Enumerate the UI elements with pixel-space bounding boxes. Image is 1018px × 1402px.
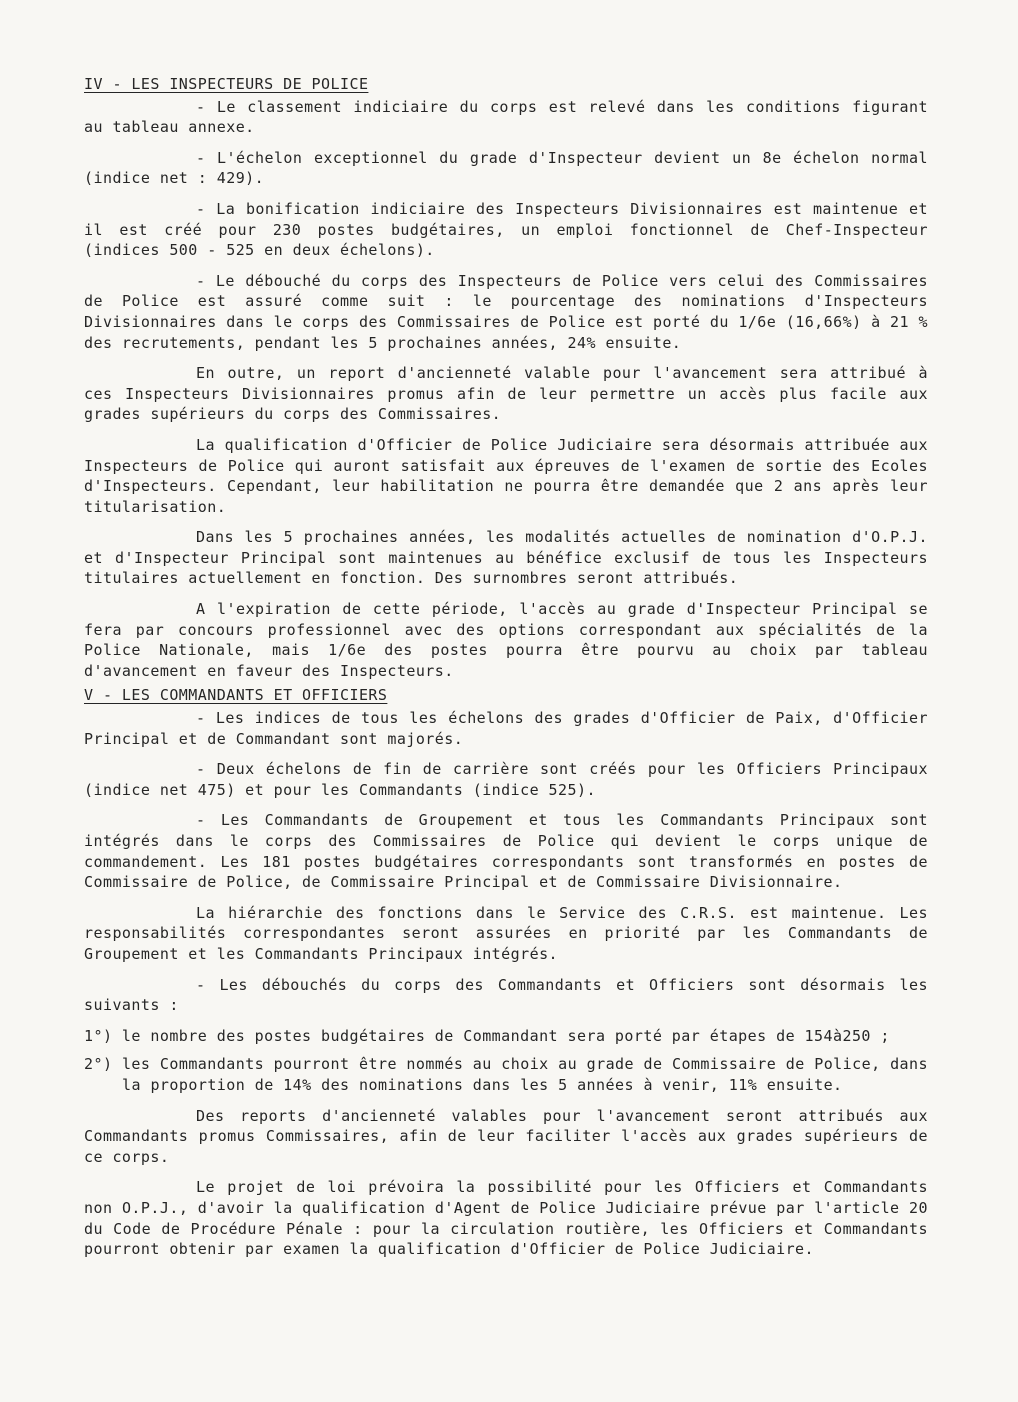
section-v-paragraph: La hiérarchie des fonctions dans le Service des C.R.S. est maintenue. Les responsabilités correspondantes seront assurées en priorité par les Commandants de Groupement et les Commandants Principaux intégrés. bbox=[84, 903, 928, 963]
section-v-paragraph: - Les débouchés du corps des Commandants et Officiers sont désormais les suivants : bbox=[84, 975, 928, 1015]
section-v-closing-paragraph: Des reports d'ancienneté valables pour l'avancement seront attribués aux Commandants promus Commissaires, afin de leur faciliter l'accès aux grades supérieurs de ce corps. bbox=[84, 1106, 928, 1166]
section-v-paragraph: - Les Commandants de Groupement et tous les Commandants Principaux sont intégrés dans le corps des Commissaires de Police qui devient le corps unique de commandement. Les 181 postes budgétaires correspondants sont transformés en postes de Commissaire de Police, de Commissaire Principal et de Commissaire Divisionnaire. bbox=[84, 811, 928, 892]
section-v-closing-paragraph: Le projet de loi prévoira la possibilité pour les Officiers et Commandants non O.P.J., d'avoir la qualification d'Agent de Police Judiciaire prévue par l'article 20 du Code de Procédure Pénale : pour la circulation routière, les Officiers et Commandants pourront obtenir par examen la qualification d'Officier de Police Judiciaire. bbox=[84, 1178, 928, 1259]
list-item: 2°) les Commandants pourront être nommés au choix au grade de Commissaire de Police, dans la proportion de 14% des nominations dans les 5 années à venir, 11% ensuite. bbox=[84, 1055, 928, 1094]
section-iv-paragraph: - La bonification indiciaire des Inspecteurs Divisionnaires est maintenue et il est créé pour 230 postes budgétaires, un emploi fonctionnel de Chef-Inspecteur (indices 500 - 525 en deux échelons). bbox=[84, 199, 928, 260]
section-iv-paragraph: A l'expiration de cette période, l'accès au grade d'Inspecteur Principal se fera par concours professionnel avec des options correspondant aux spécialités de la Police Nationale, mais 1/6e des postes pourra être pourvu au choix par tableau d'avancement en faveur des Inspecteurs. bbox=[84, 600, 928, 680]
section-iv-paragraph: - L'échelon exceptionnel du grade d'Inspecteur devient un 8e échelon normal (indice net : 429). bbox=[84, 148, 928, 188]
section-iv-paragraph: - Le débouché du corps des Inspecteurs de Police vers celui des Commissaires de Police est assuré comme suit : le pourcentage des nominations d'Inspecteurs Divisionnaires dans le corps des Commissaires de Police est porté du 1/6e (16,66%) à 21 % des recrutements, pendant les 5 prochaines années, 24% ensuite. bbox=[84, 271, 928, 352]
section-iv-title: IV - LES INSPECTEURS DE POLICE bbox=[84, 75, 369, 93]
section-v-title: V - LES COMMANDANTS ET OFFICIERS bbox=[84, 686, 388, 705]
section-iv-paragraph: En outre, un report d'ancienneté valable pour l'avancement sera attribué à ces Inspecteurs Divisionnaires promus afin de leur permettre un accès plus facile aux grades supérieurs du corps des Commissaires. bbox=[84, 364, 928, 424]
section-v-paragraph: - Deux échelons de fin de carrière sont créés pour les Officiers Principaux (indice net 475) et pour les Commandants (indice 525). bbox=[84, 760, 928, 799]
section-iv-paragraph: - Le classement indiciaire du corps est relevé dans les conditions figurant au tableau annexe. bbox=[84, 97, 928, 137]
section-iv-paragraph: Dans les 5 prochaines années, les modalités actuelles de nomination d'O.P.J. et d'Inspecteur Principal sont maintenues au bénéfice exclusif de tous les Inspecteurs titulaires actuellement en fonction. Des surnombres seront attribués. bbox=[84, 528, 928, 588]
list-item: 1°) le nombre des postes budgétaires de Commandant sera porté par étapes de 154à250 ; bbox=[84, 1026, 890, 1045]
section-iv-paragraph: La qualification d'Officier de Police Judiciaire sera désormais attribuée aux Inspecteurs de Police qui auront satisfait aux épreuves de l'examen de sortie des Ecoles d'Inspecteurs. Cependant, leur habilitation ne pourra être demandée que 2 ans après leur titularisation. bbox=[84, 435, 928, 516]
section-v-paragraph: - Les indices de tous les échelons des grades d'Officier de Paix, d'Officier Principal et de Commandant sont majorés. bbox=[84, 709, 928, 748]
